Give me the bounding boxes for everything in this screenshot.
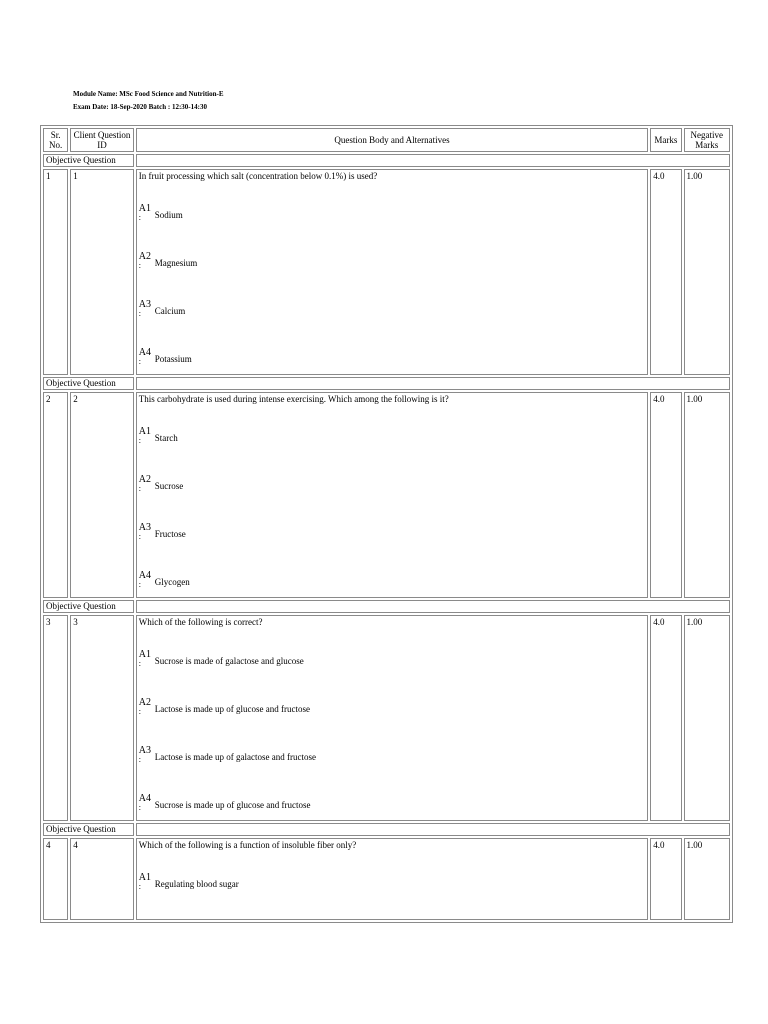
question-text: This carbohydrate is used during intense exercising. Which among the following is it?	[138, 394, 449, 404]
col-marks: Marks	[650, 128, 681, 152]
alternative-text: Lactose is made up of glucose and fructose	[154, 704, 310, 714]
alternative-text: Sucrose	[154, 481, 184, 491]
negative-marks: 1.00	[684, 169, 730, 375]
negative-marks: 1.00	[684, 838, 730, 920]
col-question-body: Question Body and Alternatives	[136, 128, 649, 152]
col-client-question-id: Client Question ID	[70, 128, 134, 152]
alternative: A1 : Regulating blood sugar	[138, 872, 239, 891]
alternative-key: A1	[138, 426, 151, 437]
alternative-key: A1	[138, 203, 151, 214]
negative-marks: 1.00	[684, 615, 730, 821]
alternative: A1 : Sodium	[138, 203, 183, 222]
sr-no: 2	[43, 392, 68, 598]
alternative-text: Regulating blood sugar	[154, 879, 239, 889]
section-label: Objective Question	[43, 154, 134, 167]
section-label: Objective Question	[43, 600, 134, 613]
alternative: A1 : Starch	[138, 426, 178, 445]
marks: 4.0	[650, 169, 681, 375]
sr-no: 3	[43, 615, 68, 821]
section-row	[43, 823, 730, 836]
section-row	[43, 154, 730, 167]
question-body	[136, 169, 649, 375]
exam-header	[73, 88, 224, 114]
alternative-text: Lactose is made up of galactose and fructose	[154, 752, 316, 762]
sr-no: 1	[43, 169, 68, 375]
question-table	[40, 125, 733, 923]
alternative-text: Glycogen	[154, 577, 190, 587]
alternative-key: A1	[138, 872, 151, 883]
module-name: Module Name: MSc Food Science and Nutrition-E	[73, 90, 224, 98]
alternative-text: Sucrose is made up of glucose and fructose	[154, 800, 311, 810]
alternative: A3 : Fructose	[138, 522, 186, 541]
alternative: A4 : Potassium	[138, 347, 192, 366]
client-question-id: 2	[70, 392, 134, 598]
alternative: A4 : Glycogen	[138, 570, 190, 589]
alternative-key: A4	[138, 570, 151, 581]
marks: 4.0	[650, 615, 681, 821]
alternative: A3 : Lactose is made up of galactose and fructose	[138, 745, 316, 764]
question-row	[43, 615, 730, 821]
alternative: A3 : Calcium	[138, 299, 186, 318]
alternative: A1 : Sucrose is made of galactose and glucose	[138, 649, 304, 668]
client-question-id: 3	[70, 615, 134, 821]
col-negative-marks: Negative Marks	[684, 128, 730, 152]
question-text: Which of the following is a function of insoluble fiber only?	[138, 840, 357, 850]
alternative-key: A2	[138, 697, 151, 708]
sr-no: 4	[43, 838, 68, 920]
marks: 4.0	[650, 392, 681, 598]
alternative-key: A3	[138, 745, 151, 756]
alternative-key: A3	[138, 299, 151, 310]
question-row	[43, 392, 730, 598]
negative-marks: 1.00	[684, 392, 730, 598]
section-label: Objective Question	[43, 823, 134, 836]
table-header-row	[43, 128, 730, 152]
alternative-text: Potassium	[154, 354, 192, 364]
col-sr-no: Sr. No.	[43, 128, 68, 152]
alternative-key: A3	[138, 522, 151, 533]
alternative: A4 : Sucrose is made up of glucose and fructose	[138, 793, 311, 812]
question-text: In fruit processing which salt (concentration below 0.1%) is used?	[138, 171, 378, 181]
question-row	[43, 838, 730, 920]
section-row	[43, 377, 730, 390]
exam-date-batch: Exam Date: 18-Sep-2020 Batch : 12:30-14:30	[73, 103, 207, 111]
question-row	[43, 169, 730, 375]
question-body	[136, 838, 649, 920]
section-label: Objective Question	[43, 377, 134, 390]
client-question-id: 1	[70, 169, 134, 375]
alternative-key: A2	[138, 251, 151, 262]
alternative: A2 : Lactose is made up of glucose and fructose	[138, 697, 310, 716]
alternative-text: Magnesium	[154, 258, 198, 268]
alternative-text: Calcium	[154, 306, 186, 316]
alternative-key: A2	[138, 474, 151, 485]
question-body	[136, 615, 649, 821]
client-question-id: 4	[70, 838, 134, 920]
alternative-text: Sodium	[154, 210, 183, 220]
alternative: A2 : Sucrose	[138, 474, 184, 493]
marks: 4.0	[650, 838, 681, 920]
alternative-text: Sucrose is made of galactose and glucose	[154, 656, 304, 666]
question-body	[136, 392, 649, 598]
alternative-key: A1	[138, 649, 151, 660]
alternative-key: A4	[138, 793, 151, 804]
question-text: Which of the following is correct?	[138, 617, 263, 627]
alternative-text: Fructose	[154, 529, 186, 539]
alternative: A2 : Magnesium	[138, 251, 198, 270]
alternative-key: A4	[138, 347, 151, 358]
section-row	[43, 600, 730, 613]
alternative-text: Starch	[154, 433, 178, 443]
